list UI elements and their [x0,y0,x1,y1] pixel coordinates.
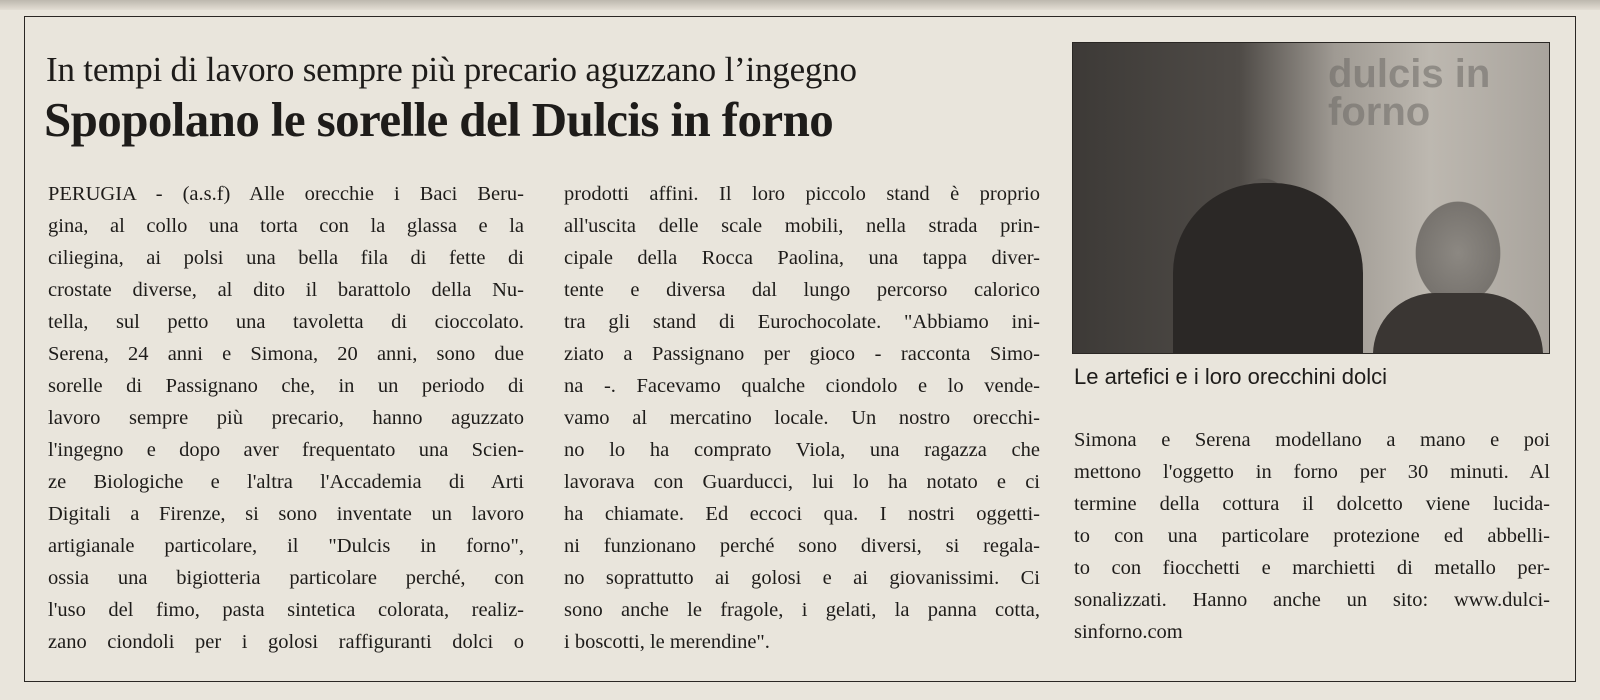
photo-person-left [1173,183,1363,354]
text-line: sorelle di Passignano che, in un periodo di [48,375,524,397]
text-line: sonalizzati. Hanno anche un sito: www.dulci- [1074,589,1550,611]
text-line: sinforno.com [1074,621,1183,643]
article-headline: Spopolano le sorelle del Dulcis in forno [44,92,834,147]
text-line: mettono l'oggetto in forno per 30 minuti. Al [1074,461,1550,483]
body-column-left [48,178,524,658]
text-line: l'uso del fimo, pasta sintetica colorata, realiz- [48,599,524,621]
text-line: tra gli stand di Eurochocolate. "Abbiamo ini- [564,311,1040,333]
text-line: sono anche le fragole, i gelati, la panna cotta, [564,599,1040,621]
body-column-right [1074,424,1550,648]
text-line: Serena, 24 anni e Simona, 20 anni, sono due [48,343,524,365]
text-line: l'ingegno e dopo aver frequentato una Scien- [48,439,524,461]
photo-person-right [1373,293,1543,354]
photo-sign-text: dulcis in forno [1328,52,1491,134]
text-line: no soprattutto ai golosi e ai giovanissimi. Ci [564,567,1040,589]
text-line: ni funzionano perché sono diversi, si regala- [564,535,1040,557]
text-line: ossia una bigiotteria particolare perché, con [48,567,524,589]
text-line: vamo al mercatino locale. Un nostro orecchi- [564,407,1040,429]
text-line: ciliegina, ai polsi una bella fila di fette di [48,247,524,269]
text-line: Simona e Serena modellano a mano e poi [1074,429,1550,451]
text-line: termine della cottura il dolcetto viene lucida- [1074,493,1550,515]
text-line: ziato a Passignano per gioco - racconta Simo- [564,343,1040,365]
text-line: cipale della Rocca Paolina, una tappa diver- [564,247,1040,269]
text-line: Digitali a Firenze, si sono inventate un lavoro [48,503,524,525]
page-top-edge [0,0,1600,10]
text-line: all'uscita delle scale mobili, nella strada prin- [564,215,1040,237]
text-line: gina, al collo una torta con la glassa e la [48,215,524,237]
text-line: ze Biologiche e l'altra l'Accademia di Arti [48,471,524,493]
text-line: na -. Facevamo qualche ciondolo e lo vende- [564,375,1040,397]
text-line: i boscotti, le merendine". [564,631,770,653]
text-line: ha chiamate. Ed eccoci qua. I nostri oggetti- [564,503,1040,525]
text-line: lavorava con Guarducci, lui lo ha notato e ci [564,471,1040,493]
text-line: lavoro sempre più precario, hanno aguzzato [48,407,524,429]
text-line: no lo ha comprato Viola, una ragazza che [564,439,1040,461]
text-line: zano ciondoli per i golosi raffiguranti dolci o [48,631,524,653]
text-line: crostate diverse, al dito il barattolo della Nu- [48,279,524,301]
article-photo [1072,42,1550,354]
body-column-middle [564,178,1040,658]
article-kicker: In tempi di lavoro sempre più precario aguzzano l’ingegno [46,50,857,89]
text-line: to con una particolare protezione ed abbelli- [1074,525,1550,547]
text-line: tella, sul petto una tavoletta di cioccolato. [48,311,524,333]
text-line: prodotti affini. Il loro piccolo stand è proprio [564,183,1040,205]
text-line: tente e diversa dal lungo percorso calorico [564,279,1040,301]
text-line: PERUGIA - (a.s.f) Alle orecchie i Baci Beru- [48,183,524,205]
photo-caption: Le artefici e i loro orecchini dolci [1074,364,1388,389]
text-line: to con fiocchetti e marchietti di metallo per- [1074,557,1550,579]
text-line: artigianale particolare, il "Dulcis in forno", [48,535,524,557]
